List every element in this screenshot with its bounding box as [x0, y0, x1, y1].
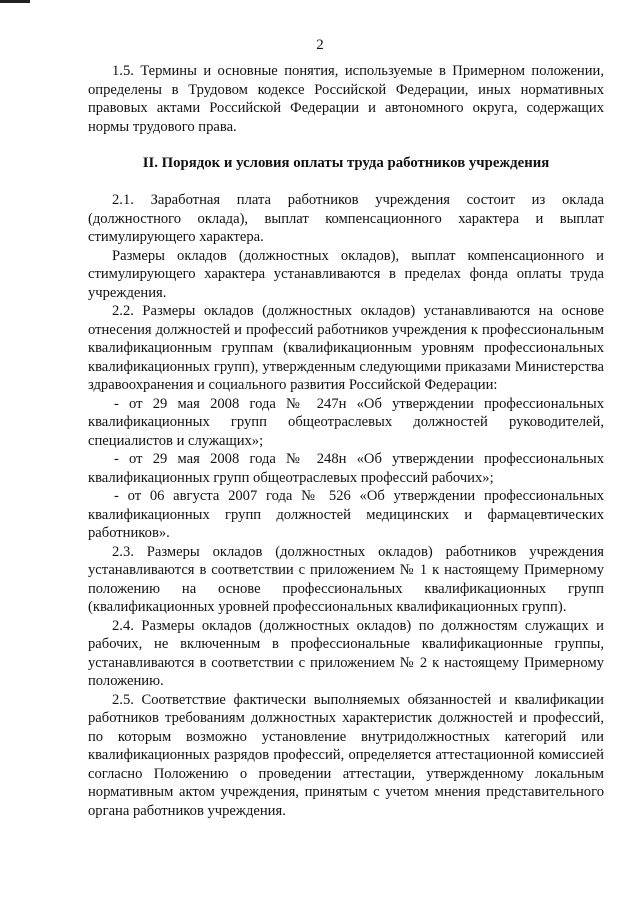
paragraph-2-4: 2.4. Размеры окладов (должностных окладов) по должностям служащих и рабочих, не включенным в профессиональные квалификационные группы, устанавливаются в соответствии с приложением № 2 к настоящему Примерному положению.: [88, 617, 604, 689]
paragraph-2-3: 2.3. Размеры окладов (должностных окладов) работников учреждения устанавливаются в соответствии с приложением № 1 к настоящему Примерному положению на основе профессиональных квалификационных групп (квалификационных уровней профессиональных квалификационных групп).: [88, 543, 604, 615]
paragraph-2-5: 2.5. Соответствие фактически выполняемых обязанностей и квалификации работников требованиям должностных характеристик должностей и профессий, по которым возможно установление внутридолжностных категорий или квалификационных разрядов профессий, определяется аттестационной комиссией согласно Положению о проведении аттестации, утвержденному локальным нормативным актом учреждения, принятым с учетом мнения представительного органа работников учреждения.: [88, 691, 604, 819]
page-number: 2: [316, 37, 324, 53]
list-item-order-526: - от 06 августа 2007 года № 526 «Об утверждении профессиональных квалификационных групп должностей медицинских и фармацевтических работников».: [88, 488, 604, 541]
paragraph-2-2: 2.2. Размеры окладов (должностных окладов) устанавливаются на основе отнесения должностей и профессий работников учреждения к профессиональным квалификационным группам (квалификационным уровням профессиональных квалификационных групп), утвержденным следующими приказами Министерства здравоохранения и социального развития Российской Федерации:: [88, 303, 604, 393]
paragraph-salary-limits: Размеры окладов (должностных окладов), выплат компенсационного и стимулирующего характера устанавливаются в пределах фонда оплаты труда учреждения.: [88, 247, 604, 301]
section-title: II. Порядок и условия оплаты труда работников учреждения: [142, 155, 550, 171]
paragraph-2-1: 2.1. Заработная плата работников учреждения состоит из оклада (должностного оклада), выплат компенсационного характера и выплат стимулирующего характера.: [88, 192, 604, 245]
scan-edge-mark: [0, 0, 30, 3]
paragraph-1-5: 1.5. Термины и основные понятия, используемые в Примерном положении, определены в Трудовом кодексе Российской Федерации, иных нормативных правовых актами Российской Федерации и автономного округа, содержащих нормы трудового права.: [88, 63, 604, 135]
list-item-order-248n: - от 29 мая 2008 года № 248н «Об утверждении профессиональных квалификационных групп общеотраслевых профессий рабочих»;: [88, 451, 604, 486]
list-item-order-247n: - от 29 мая 2008 года № 247н «Об утверждении профессиональных квалификационных групп общеотраслевых должностей руководителей, специалистов и служащих»;: [88, 395, 604, 449]
document-body: [88, 62, 604, 820]
